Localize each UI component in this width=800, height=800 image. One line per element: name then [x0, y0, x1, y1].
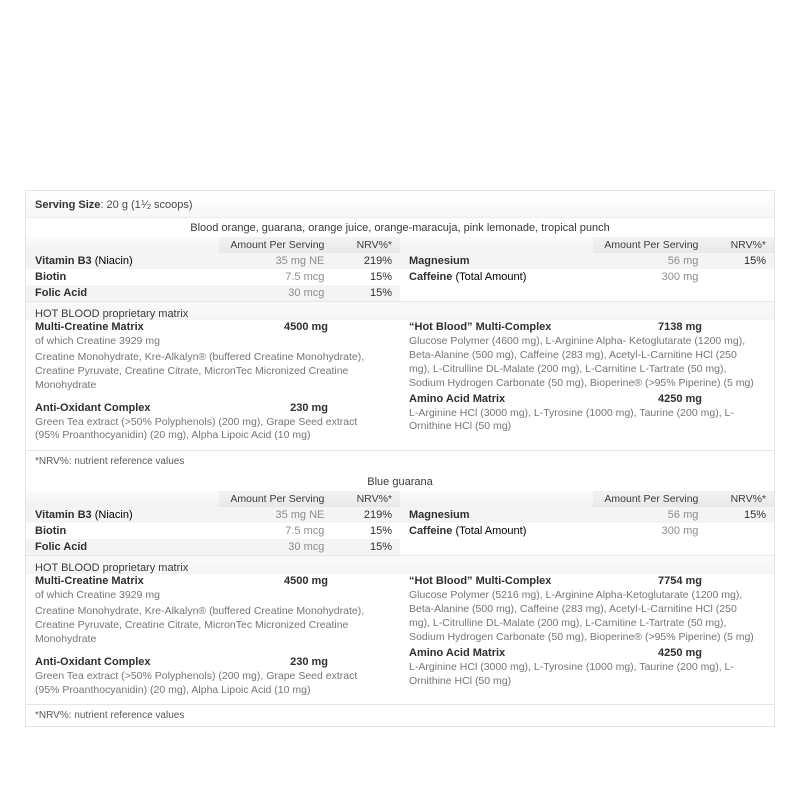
- matrix-entry-label: Amino Acid Matrix: [409, 392, 506, 405]
- nutrient-column-left: [26, 237, 400, 301]
- matrix-entry-detail: of which Creatine 3929 mg: [35, 589, 160, 602]
- nutrient-name-cell: [26, 539, 219, 555]
- nutrient-table-right: [400, 237, 774, 285]
- matrix-entry-label: Amino Acid Matrix: [409, 646, 506, 659]
- matrix-entry-value: 4250 mg: [657, 392, 702, 405]
- matrix-column-right: [400, 320, 774, 450]
- nutrient-amount: 56 mg: [593, 507, 707, 523]
- header-blank: [26, 491, 219, 507]
- nutrient-column-right: [400, 491, 774, 555]
- matrix-entry-value: 4500 mg: [283, 321, 328, 334]
- flavor-block: [26, 472, 774, 726]
- matrix-columns: [26, 574, 774, 704]
- matrix-entry-detail: Green Tea extract (>50% Polyphenols) (200 mg), Grape Seed extract (95% Proanthocyanidin) (20 mg), Alpha Lipoic Acid (10 mg): [35, 415, 358, 442]
- matrix-entry-value: 4250 mg: [657, 646, 702, 659]
- header-nrv: NRV%*: [706, 237, 774, 253]
- matrix-entry-value: 230 mg: [290, 401, 328, 414]
- nutrient-amount: 7.5 mcg: [219, 523, 333, 539]
- nutrient-name: Folic Acid: [35, 287, 88, 300]
- flavor-title: Blood orange, guarana, orange juice, orange-maracuja, pink lemonade, tropical punch: [26, 218, 774, 237]
- matrix-entry-header: [26, 574, 400, 588]
- matrix-entry-detail: Glucose Polymer (5216 mg), L-Arginine Alpha-Ketoglutarate (1200 mg), Beta-Alanine (500 mg), Caffeine (283 mg), Acetyl-L-Carnitine HCl (250 mg), L-Citrulline DL-Malate (200 mg), L-Carnitine L-Tartrate (50 mg), Sodium Hydrogen Carbonate (50 mg), Bioperine® (>95% Piperine) (5 mg): [409, 589, 754, 643]
- matrix-entry-detail: Green Tea extract (>50% Polyphenols) (200 mg), Grape Seed extract (95% Proanthocyanidin) (20 mg), Alpha Lipoic Acid (10 mg): [35, 669, 358, 696]
- nutrient-nrv: 219%: [332, 507, 400, 523]
- nutrient-row: [26, 523, 400, 539]
- matrix-entry-value: 4500 mg: [283, 575, 328, 588]
- nutrient-nrv: [706, 269, 774, 285]
- nutrient-nrv: 15%: [332, 523, 400, 539]
- nutrient-name: Caffeine: [409, 525, 453, 538]
- matrix-column-left: [26, 320, 400, 450]
- nutrient-name-cell: [400, 507, 593, 523]
- matrix-entry-detail: Glucose Polymer (4600 mg), L-Arginine Alpha- Ketoglutarate (1200 mg), Beta-Alanine (500 mg), Caffeine (283 mg), Acetyl-L-Carnitine HCl (250 mg), L-Citrulline DL-Malate (200 mg), L-Carnitine L-Tartrate (50 mg), Sodium Hydrogen Carbonate (50 mg), Bioperine® (>95% Piperine) (5 mg): [409, 335, 754, 389]
- nutrient-name: Vitamin B3: [35, 509, 92, 522]
- matrix-entry-value: 230 mg: [290, 655, 328, 668]
- serving-size-frac-denominator: 2: [146, 202, 151, 212]
- nutrient-name-qualifier: (Niacin): [91, 255, 133, 268]
- table-header-row: [400, 237, 774, 253]
- matrix-title: HOT BLOOD proprietary matrix: [26, 556, 774, 574]
- nutrient-nrv: 15%: [706, 507, 774, 523]
- nutrient-split: [26, 237, 774, 301]
- matrix-entry-header: [400, 320, 774, 334]
- header-blank: [400, 491, 593, 507]
- matrix-spacer: [26, 394, 400, 401]
- nutrient-nrv: 219%: [332, 253, 400, 269]
- nutrient-column-right: [400, 237, 774, 301]
- header-blank: [400, 237, 593, 253]
- serving-size-row: Serving Size: 20 g ($1^1⁄_2$ scoops): [26, 191, 774, 218]
- matrix-columns: [26, 320, 774, 450]
- nutrient-name: Folic Acid: [35, 541, 88, 554]
- proprietary-matrix-section: [26, 301, 774, 450]
- nutrient-amount: 56 mg: [593, 253, 707, 269]
- nutrient-table-left: [26, 237, 400, 301]
- table-header-row: [26, 491, 400, 507]
- nutrient-amount: 30 mcg: [219, 539, 333, 555]
- nutrient-name-cell: [400, 253, 593, 269]
- matrix-entry-header: [26, 655, 400, 669]
- nutrient-table-left: [26, 491, 400, 555]
- nutrient-name-qualifier: (Niacin): [91, 509, 133, 522]
- matrix-entry-value: 7138 mg: [657, 321, 702, 334]
- nutrient-row: [400, 523, 774, 539]
- matrix-entry-detail: Creatine Monohydrate, Kre-Alkalyn® (buffered Creatine Monohydrate), Creatine Pyruvate, Creatine Citrate, MicronTec Micronized Creatine Monohydrate: [35, 605, 365, 645]
- nutrient-name-qualifier: (Total Amount): [452, 271, 527, 284]
- flavor-title: Blue guarana: [26, 472, 774, 491]
- table-header-row: [400, 491, 774, 507]
- matrix-spacer: [26, 648, 400, 655]
- nutrient-nrv: 15%: [332, 285, 400, 301]
- nutrient-name: Magnesium: [409, 509, 470, 522]
- nutrient-name: Magnesium: [409, 255, 470, 268]
- proprietary-matrix-section: [26, 555, 774, 704]
- matrix-entry-header: [400, 574, 774, 588]
- nutrient-name-cell: [400, 523, 593, 539]
- matrix-column-left: [26, 574, 400, 704]
- flavor-block: [26, 218, 774, 472]
- matrix-entry-label: Multi-Creatine Matrix: [35, 575, 144, 588]
- nutrient-row: [26, 507, 400, 523]
- nutrient-split: [26, 491, 774, 555]
- nutrient-amount: 7.5 mcg: [219, 269, 333, 285]
- nutrient-row: [26, 285, 400, 301]
- nutrient-amount: 300 mg: [593, 269, 707, 285]
- nutrient-amount: 35 mg NE: [219, 507, 333, 523]
- header-nrv: NRV%*: [706, 491, 774, 507]
- nutrient-amount: 300 mg: [593, 523, 707, 539]
- matrix-entry-detail: of which Creatine 3929 mg: [35, 335, 160, 348]
- nrv-footnote: *NRV%: nutrient reference values: [26, 704, 774, 726]
- nutrient-name: Biotin: [35, 525, 67, 538]
- header-amount-per-serving: Amount Per Serving: [219, 491, 333, 507]
- serving-size-value: 20 g (1: [106, 199, 141, 212]
- header-amount-per-serving: Amount Per Serving: [593, 491, 707, 507]
- matrix-entry-detail: L-Arginine HCl (3000 mg), L-Tyrosine (1000 mg), Taurine (200 mg), L-Ornithine HCl (50 mg): [409, 660, 734, 687]
- header-nrv: NRV%*: [332, 491, 400, 507]
- nutrient-row: [400, 269, 774, 285]
- nutrient-nrv: 15%: [706, 253, 774, 269]
- matrix-column-right: [400, 574, 774, 704]
- nutrient-name-qualifier: (Total Amount): [452, 525, 527, 538]
- serving-size-label: Serving Size: [35, 199, 101, 212]
- nutrient-name-cell: [26, 253, 219, 269]
- nutrient-row: [26, 539, 400, 555]
- nutrient-row: [26, 253, 400, 269]
- matrix-entry-header: [26, 320, 400, 334]
- nutrient-row: [400, 507, 774, 523]
- nutrient-name: Biotin: [35, 271, 67, 284]
- matrix-entry-header: [26, 401, 400, 415]
- matrix-entry-label: “Hot Blood” Multi-Complex: [409, 575, 552, 588]
- nutrient-amount: 35 mg NE: [219, 253, 333, 269]
- matrix-entry-label: “Hot Blood” Multi-Complex: [409, 321, 552, 334]
- matrix-entry-header: [400, 392, 774, 406]
- matrix-entry-detail: Creatine Monohydrate, Kre-Alkalyn® (buffered Creatine Monohydrate), Creatine Pyruvate, Creatine Citrate, MicronTec Micronized Creatine Monohydrate: [35, 351, 365, 391]
- nrv-footnote: *NRV%: nutrient reference values: [26, 450, 774, 472]
- supplement-facts-panel: [25, 190, 775, 727]
- nutrient-column-left: [26, 491, 400, 555]
- header-blank: [26, 237, 219, 253]
- nutrient-name-cell: [400, 269, 593, 285]
- nutrient-table-right: [400, 491, 774, 539]
- nutrient-name-cell: [26, 285, 219, 301]
- matrix-entry-header: [400, 646, 774, 660]
- header-amount-per-serving: Amount Per Serving: [219, 237, 333, 253]
- matrix-entry-detail: L-Arginine HCl (3000 mg), L-Tyrosine (1000 mg), Taurine (200 mg), L-Ornithine HCl (50 mg): [409, 406, 734, 433]
- nutrient-name-cell: [26, 523, 219, 539]
- nutrient-row: [400, 253, 774, 269]
- matrix-title: HOT BLOOD proprietary matrix: [26, 302, 774, 320]
- flavor-tables-container: [26, 218, 774, 726]
- nutrient-nrv: [706, 523, 774, 539]
- header-nrv: NRV%*: [332, 237, 400, 253]
- table-header-row: [26, 237, 400, 253]
- nutrient-name-cell: [26, 507, 219, 523]
- nutrient-name-cell: [26, 269, 219, 285]
- matrix-entry-label: Anti-Oxidant Complex: [35, 401, 151, 414]
- matrix-entry-label: Multi-Creatine Matrix: [35, 321, 144, 334]
- nutrient-nrv: 15%: [332, 269, 400, 285]
- serving-size-colon: :: [100, 199, 107, 212]
- nutrient-row: [26, 269, 400, 285]
- serving-size-value-end: scoops): [150, 199, 193, 212]
- matrix-entry-label: Anti-Oxidant Complex: [35, 655, 151, 668]
- header-amount-per-serving: Amount Per Serving: [593, 237, 707, 253]
- nutrient-nrv: 15%: [332, 539, 400, 555]
- nutrient-name: Caffeine: [409, 271, 453, 284]
- nutrient-amount: 30 mcg: [219, 285, 333, 301]
- matrix-entry-value: 7754 mg: [657, 575, 702, 588]
- serving-size-frac-numerator: 1: [140, 198, 145, 207]
- nutrient-name: Vitamin B3: [35, 255, 92, 268]
